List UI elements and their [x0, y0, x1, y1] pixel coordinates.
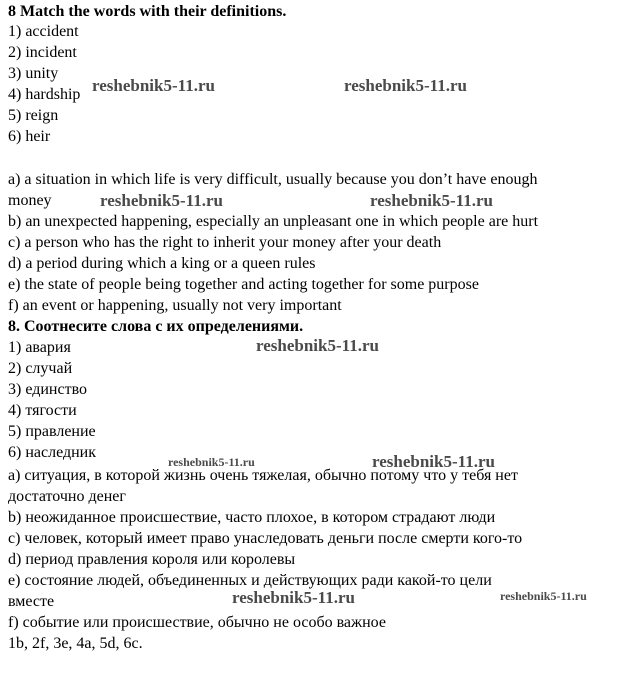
watermark: reshebnik5-11.ru	[92, 76, 215, 95]
word-item: 1) авария	[8, 339, 71, 356]
russian-heading: 8. Соотнесите слова с их определениями.	[8, 318, 304, 335]
definition-item: b) an unexpected happening, especially an unpleasant one in which people are hurt	[8, 213, 539, 230]
definition-item: вместе	[8, 593, 55, 610]
definition-item: a) a situation in which life is very difficult, usually because you don’t have enough	[8, 171, 538, 188]
word-item: 6) heir	[8, 128, 51, 145]
definition-item: a) ситуация, в которой жизнь очень тяжелая, обычно потому что у тебя нет	[8, 467, 518, 484]
watermark: reshebnik5-11.ru	[370, 191, 493, 210]
english-heading: 8 Match the words with their definitions.	[8, 3, 287, 20]
watermark: reshebnik5-11.ru	[100, 191, 223, 210]
word-item: 3) unity	[8, 65, 59, 82]
word-item: 5) reign	[8, 107, 59, 124]
definition-item: f) an event or happening, usually not very important	[8, 297, 342, 314]
definition-item: c) a person who has the right to inherit your money after your death	[8, 234, 442, 251]
word-item: 4) тягости	[8, 402, 77, 419]
definition-item: e) состояние людей, объединенных и действующих ради какой-то цели	[8, 572, 492, 589]
word-item: 5) правление	[8, 423, 96, 440]
definition-item: d) период правления короля или королевы	[8, 551, 296, 568]
word-item: 6) наследник	[8, 444, 97, 461]
watermark: reshebnik5-11.ru	[256, 336, 379, 355]
watermark: reshebnik5-11.ru	[168, 455, 255, 469]
answer-key: 1b, 2f, 3e, 4a, 5d, 6c.	[8, 635, 143, 652]
watermark: reshebnik5-11.ru	[344, 76, 467, 95]
word-item: 2) incident	[8, 44, 77, 61]
definition-item: d) a period during which a king or a queen rules	[8, 255, 316, 272]
definition-item: c) человек, который имеет право унаследовать деньги после смерти кого-то	[8, 530, 523, 547]
word-item: 3) единство	[8, 381, 88, 398]
definition-item: f) событие или происшествие, обычно не особо важное	[8, 614, 386, 631]
word-item: 4) hardship	[8, 86, 81, 103]
watermark: reshebnik5-11.ru	[232, 588, 355, 607]
definition-item: e) the state of people being together and acting together for some purpose	[8, 276, 479, 293]
watermark: reshebnik5-11.ru	[372, 452, 495, 471]
definition-item: достаточно денег	[8, 488, 126, 505]
definition-item: money	[8, 192, 52, 209]
word-item: 1) accident	[8, 23, 79, 40]
definition-item: b) неожиданное происшествие, часто плохое, в котором страдают люди	[8, 509, 496, 526]
watermark: reshebnik5-11.ru	[500, 589, 587, 603]
word-item: 2) случай	[8, 360, 73, 377]
